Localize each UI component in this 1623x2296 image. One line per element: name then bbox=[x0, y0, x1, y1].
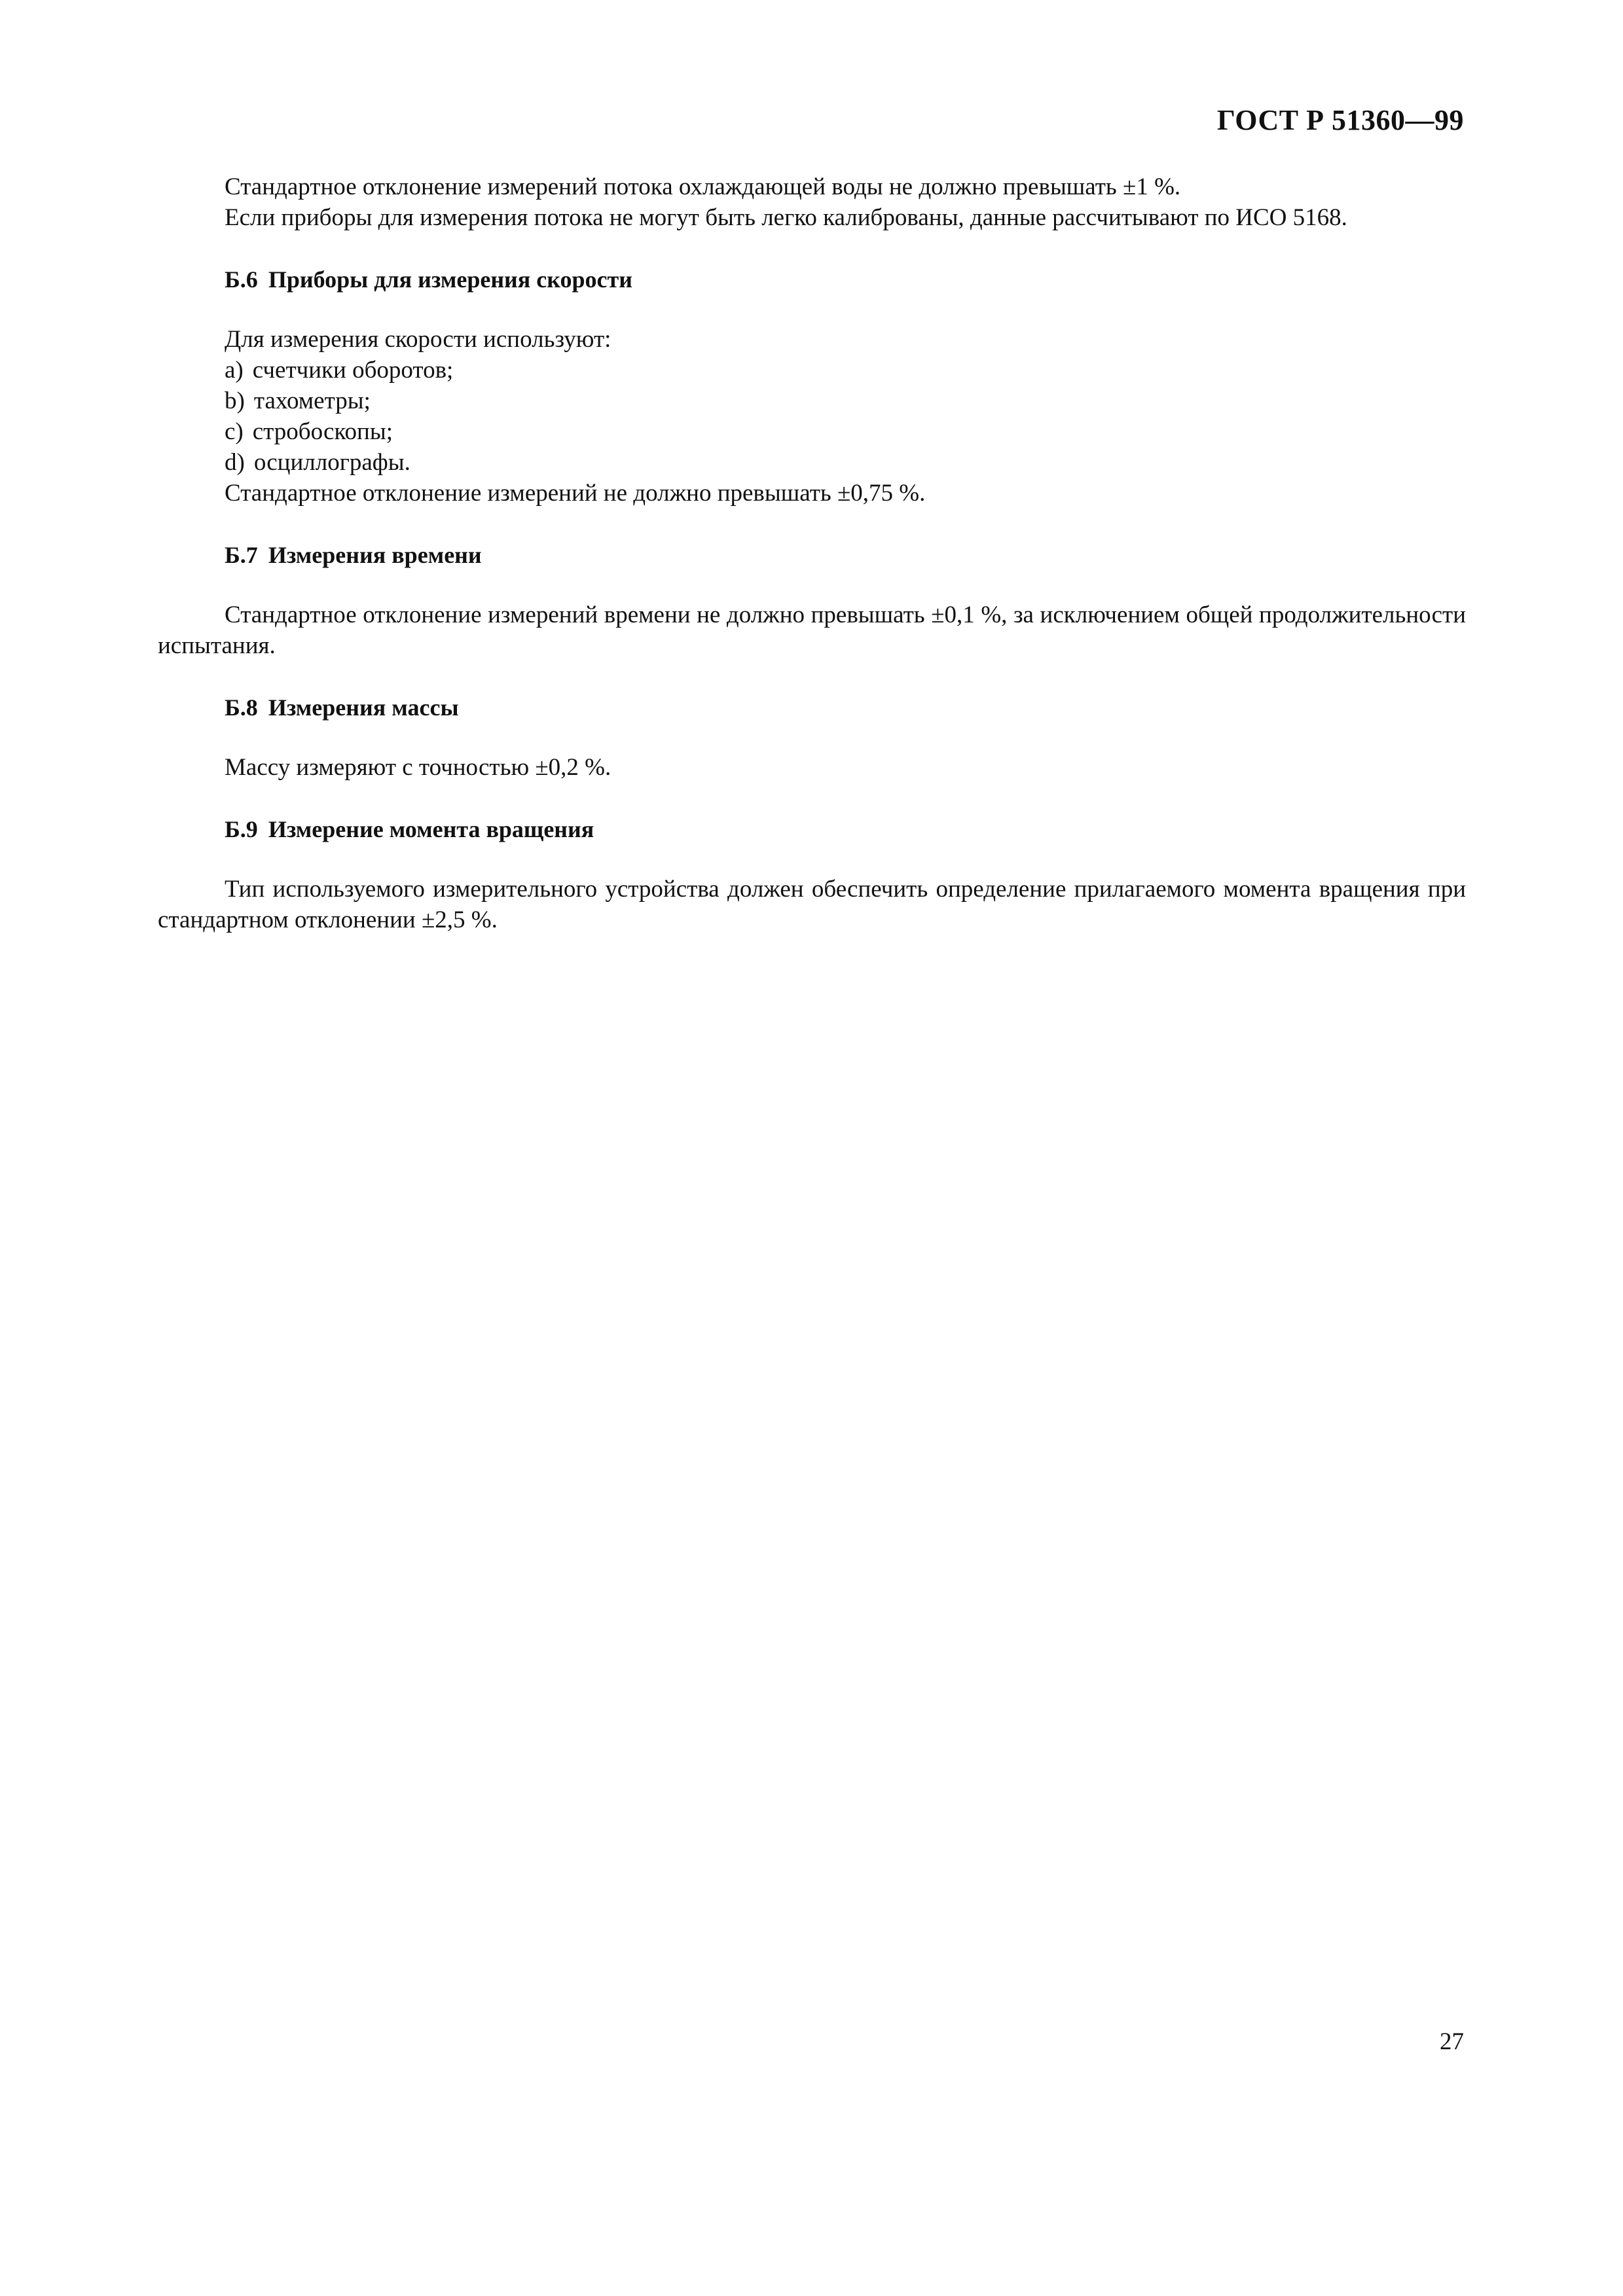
section-title: Измерения времени bbox=[268, 542, 482, 568]
section-body-text: Массу измеряют с точностью ±0,2 %. bbox=[225, 754, 611, 781]
section-number: Б.7 bbox=[225, 542, 258, 568]
list-item bbox=[158, 386, 1466, 416]
section-title: Приборы для измерения скорости bbox=[268, 266, 632, 293]
paragraph-water-flow-deviation: Стандартное отклонение измерений потока охлаждающей воды не должно превышать ±1 %. bbox=[225, 173, 1181, 200]
list-lead: Для измерения скорости используют: bbox=[225, 326, 611, 353]
section-heading bbox=[158, 264, 1466, 295]
section-number: Б.9 bbox=[225, 816, 258, 842]
section-b6 bbox=[158, 264, 1466, 509]
section-heading bbox=[158, 814, 1466, 845]
section-title: Измерения массы bbox=[268, 694, 459, 721]
standard-code-header: ГОСТ Р 51360—99 bbox=[1216, 104, 1464, 136]
list-marker: a) bbox=[225, 357, 244, 384]
paragraph-flow-calibration: Если приборы для измерения потока не могут быть легко калиброваны, данные рассчитывают по ИСО 5168. bbox=[225, 204, 1347, 231]
section-title: Измерение момента вращения bbox=[268, 816, 594, 842]
section-body-text: Стандартное отклонение измерений времени не должно превышать ±0,1 %, за исключением общей продолжительности испытания. bbox=[158, 601, 1466, 659]
section-body-text: Тип используемого измерительного устройства должен обеспечить определение прилагаемого момента вращения при стандартном отклонении ±2,5 %. bbox=[158, 876, 1466, 933]
list-item bbox=[158, 355, 1466, 386]
section-number: Б.6 bbox=[225, 266, 258, 293]
section-heading bbox=[158, 692, 1466, 723]
list-item bbox=[158, 447, 1466, 478]
section-b9 bbox=[158, 814, 1466, 935]
section-number: Б.8 bbox=[225, 694, 258, 721]
list-item-text: счетчики оборотов; bbox=[252, 357, 454, 384]
section-heading bbox=[158, 540, 1466, 571]
document-body bbox=[158, 171, 1466, 935]
list-item-text: стробоскопы; bbox=[252, 418, 393, 445]
list-marker: b) bbox=[225, 387, 245, 414]
page-number: 27 bbox=[1440, 2028, 1464, 2055]
list-marker: d) bbox=[225, 449, 245, 476]
section-closing-text: Стандартное отклонение измерений не должно превышать ±0,75 %. bbox=[225, 480, 926, 507]
section-b7 bbox=[158, 540, 1466, 661]
list-item-text: тахометры; bbox=[253, 387, 371, 414]
list-item bbox=[158, 416, 1466, 447]
list-marker: c) bbox=[225, 418, 244, 445]
list-item-text: осциллографы. bbox=[253, 449, 410, 476]
section-b8 bbox=[158, 692, 1466, 783]
